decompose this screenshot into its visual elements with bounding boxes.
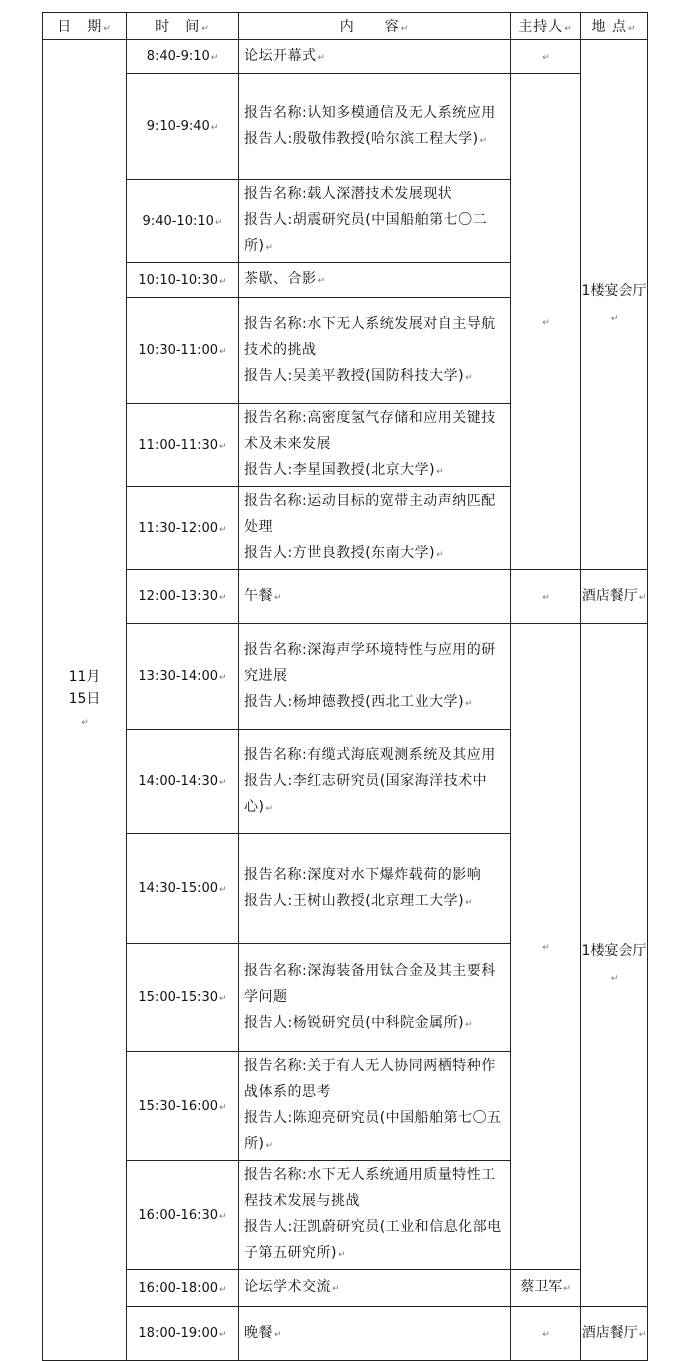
paragraph-mark: ↵ bbox=[219, 276, 227, 287]
host-cell-dinner bbox=[511, 1307, 581, 1361]
schedule-row bbox=[43, 1270, 648, 1307]
paragraph-mark: ↵ bbox=[542, 942, 550, 953]
host-cell-morning bbox=[511, 74, 581, 570]
content-line: 茶歇、合影↵ bbox=[244, 271, 326, 287]
paragraph-mark: ↵ bbox=[465, 372, 474, 383]
time-cell: 15:30-16:00↵ bbox=[127, 1052, 239, 1161]
header-venue: 地 点↵ bbox=[581, 13, 648, 40]
report-speaker: 报告人:殷敬伟教授(哈尔滨工程大学)↵ bbox=[244, 130, 488, 147]
content-cell bbox=[239, 570, 511, 624]
paragraph-mark: ↵ bbox=[274, 1329, 283, 1340]
host-cell-afternoon bbox=[511, 624, 581, 1270]
paragraph-mark: ↵ bbox=[436, 467, 445, 477]
time-cell: 11:30-12:00↵ bbox=[127, 487, 239, 570]
paragraph-mark: ↵ bbox=[465, 698, 474, 709]
host-cell-exchange: 蔡卫军↵ bbox=[511, 1270, 581, 1307]
paragraph-mark: ↵ bbox=[265, 803, 274, 814]
header-row bbox=[43, 13, 648, 40]
content-line: 晚餐↵ bbox=[244, 1324, 283, 1341]
time-cell: 10:10-10:30↵ bbox=[127, 263, 239, 298]
time-cell: 16:00-18:00↵ bbox=[127, 1270, 239, 1307]
report-title: 报告名称:载人深潜技术发展现状 bbox=[244, 186, 453, 202]
paragraph-mark: ↵ bbox=[638, 1329, 647, 1340]
content-line: 论坛开幕式↵ bbox=[244, 47, 326, 64]
paragraph-mark: ↵ bbox=[219, 1284, 227, 1295]
host-cell-opening bbox=[511, 40, 581, 74]
paragraph-mark: ↵ bbox=[274, 592, 283, 603]
content-cell bbox=[239, 180, 511, 263]
content-cell bbox=[239, 1307, 511, 1361]
time-cell: 18:00-19:00↵ bbox=[127, 1307, 239, 1361]
report-speaker: 报告人:方世良教授(东南大学)↵ bbox=[244, 545, 445, 561]
paragraph-mark: ↵ bbox=[317, 276, 326, 286]
paragraph-mark: ↵ bbox=[219, 524, 227, 535]
paragraph-mark: ↵ bbox=[542, 1329, 550, 1340]
time-cell: 9:10-9:40↵ bbox=[127, 74, 239, 180]
paragraph-mark: ↵ bbox=[436, 550, 445, 560]
paragraph-mark: ↵ bbox=[265, 1141, 274, 1151]
report-speaker: 报告人:汪凯蔚研究员(工业和信息化部电子第五研究所)↵ bbox=[244, 1219, 502, 1261]
content-cell bbox=[239, 404, 511, 487]
report-title: 报告名称:认知多模通信及无人系统应用 bbox=[244, 104, 496, 121]
paragraph-mark: ↵ bbox=[337, 1250, 347, 1260]
schedule-row bbox=[43, 624, 648, 730]
paragraph-mark: ↵ bbox=[214, 217, 223, 228]
paragraph-mark: ↵ bbox=[638, 592, 647, 603]
content-cell bbox=[239, 944, 511, 1052]
paragraph-mark: ↵ bbox=[465, 1019, 474, 1030]
content-cell bbox=[239, 298, 511, 404]
time-cell: 11:00-11:30↵ bbox=[127, 404, 239, 487]
venue-cell-restaurant-dinner: 酒店餐厅↵ bbox=[581, 1307, 648, 1361]
content-cell bbox=[239, 834, 511, 944]
content-line: 论坛学术交流↵ bbox=[244, 1279, 341, 1295]
schedule-row bbox=[43, 40, 648, 74]
venue-cell-hall-morning: 1楼宴会厅↵ bbox=[581, 40, 648, 570]
paragraph-mark: ↵ bbox=[210, 123, 219, 133]
report-speaker: 报告人:胡震研究员(中国船舶第七〇二所)↵ bbox=[244, 212, 488, 254]
schedule-row bbox=[43, 570, 648, 624]
time-cell: 8:40-9:10↵ bbox=[127, 40, 239, 74]
paragraph-mark: ↵ bbox=[542, 592, 550, 603]
paragraph-mark: ↵ bbox=[332, 1284, 341, 1294]
report-title: 报告名称:水下无人系统通用质量特性工程技术发展与挑战 bbox=[244, 1167, 496, 1209]
time-cell: 16:00-16:30↵ bbox=[127, 1161, 239, 1270]
paragraph-mark: ↵ bbox=[219, 673, 227, 683]
paragraph-mark: ↵ bbox=[103, 24, 112, 34]
paragraph-mark: ↵ bbox=[219, 593, 227, 603]
content-cell bbox=[239, 1270, 511, 1307]
report-speaker: 报告人:王树山教授(北京理工大学)↵ bbox=[244, 892, 474, 909]
paragraph-mark: ↵ bbox=[219, 1102, 227, 1113]
paragraph-mark: ↵ bbox=[219, 885, 227, 895]
schedule-table bbox=[42, 12, 647, 1350]
time-cell: 15:00-15:30↵ bbox=[127, 944, 239, 1052]
time-cell: 14:30-15:00↵ bbox=[127, 834, 239, 944]
report-title: 报告名称:深海装备用钛合金及其主要科学问题 bbox=[244, 962, 496, 1005]
paragraph-mark: ↵ bbox=[564, 24, 573, 34]
paragraph-mark: ↵ bbox=[219, 994, 227, 1004]
paragraph-mark: ↵ bbox=[542, 317, 550, 328]
time-cell: 12:00-13:30↵ bbox=[127, 570, 239, 624]
content-cell bbox=[239, 487, 511, 570]
content-cell bbox=[239, 74, 511, 180]
paragraph-mark: ↵ bbox=[210, 53, 219, 63]
paragraph-mark: ↵ bbox=[317, 52, 326, 63]
header-date: 日 期↵ bbox=[43, 13, 127, 40]
date-month: 11月 bbox=[68, 669, 101, 685]
schedule-row bbox=[43, 1307, 648, 1361]
content-cell bbox=[239, 263, 511, 298]
date-day: 15日 bbox=[68, 691, 101, 707]
report-title: 报告名称:深海声学环境特性与应用的研究进展 bbox=[244, 641, 496, 684]
report-title: 报告名称:有缆式海底观测系统及其应用 bbox=[244, 746, 496, 763]
paragraph-mark: ↵ bbox=[479, 135, 488, 146]
report-speaker: 报告人:杨坤德教授(西北工业大学)↵ bbox=[244, 693, 474, 710]
venue-cell-hall-afternoon: 1楼宴会厅↵ bbox=[581, 624, 648, 1307]
paragraph-mark: ↵ bbox=[563, 1284, 571, 1294]
paragraph-mark: ↵ bbox=[81, 718, 89, 728]
paragraph-mark: ↵ bbox=[610, 974, 619, 984]
venue-cell-restaurant-lunch: 酒店餐厅↵ bbox=[581, 570, 648, 624]
report-title: 报告名称:深度对水下爆炸载荷的影响 bbox=[244, 866, 482, 883]
report-title: 报告名称:运动目标的宽带主动声纳匹配处理 bbox=[244, 493, 496, 535]
paragraph-mark: ↵ bbox=[400, 24, 410, 34]
paragraph-mark: ↵ bbox=[219, 778, 227, 788]
time-cell: 9:40-10:10↵ bbox=[127, 180, 239, 263]
report-title: 报告名称:关于有人无人协同两栖特种作战体系的思考 bbox=[244, 1058, 496, 1100]
content-cell bbox=[239, 624, 511, 730]
paragraph-mark: ↵ bbox=[465, 897, 474, 908]
content-cell bbox=[239, 1161, 511, 1270]
paragraph-mark: ↵ bbox=[265, 243, 274, 253]
paragraph-mark: ↵ bbox=[219, 1330, 227, 1340]
content-cell bbox=[239, 730, 511, 834]
report-speaker: 报告人:李星国教授(北京大学)↵ bbox=[244, 462, 445, 478]
content-cell bbox=[239, 1052, 511, 1161]
paragraph-mark: ↵ bbox=[219, 1211, 227, 1222]
paragraph-mark: ↵ bbox=[542, 52, 550, 63]
header-host: 主持人↵ bbox=[511, 13, 581, 40]
schedule-row bbox=[43, 74, 648, 180]
content-line: 午餐↵ bbox=[244, 587, 283, 604]
report-speaker: 报告人:杨锐研究员(中科院金属所)↵ bbox=[244, 1014, 474, 1031]
report-speaker: 报告人:陈迎亮研究员(中国船舶第七〇五所)↵ bbox=[244, 1110, 502, 1152]
content-cell bbox=[239, 40, 511, 74]
report-title: 报告名称:水下无人系统发展对自主导航技术的挑战 bbox=[244, 315, 496, 358]
paragraph-mark: ↵ bbox=[201, 24, 210, 34]
paragraph-mark: ↵ bbox=[219, 441, 227, 452]
header-time: 时 间↵ bbox=[127, 13, 239, 40]
paragraph-mark: ↵ bbox=[610, 313, 619, 324]
host-cell-lunch bbox=[511, 570, 581, 624]
report-speaker: 报告人:吴美平教授(国防科技大学)↵ bbox=[244, 367, 474, 384]
date-cell bbox=[43, 40, 127, 1361]
time-cell: 14:00-14:30↵ bbox=[127, 730, 239, 834]
time-cell: 10:30-11:00↵ bbox=[127, 298, 239, 404]
paragraph-mark: ↵ bbox=[627, 24, 637, 34]
time-cell: 13:30-14:00↵ bbox=[127, 624, 239, 730]
report-speaker: 报告人:李红志研究员(国家海洋技术中心)↵ bbox=[244, 772, 488, 815]
report-title: 报告名称:高密度氢气存储和应用关键技术及未来发展 bbox=[244, 410, 496, 452]
paragraph-mark: ↵ bbox=[219, 347, 227, 357]
header-content: 内 容↵ bbox=[239, 13, 511, 40]
